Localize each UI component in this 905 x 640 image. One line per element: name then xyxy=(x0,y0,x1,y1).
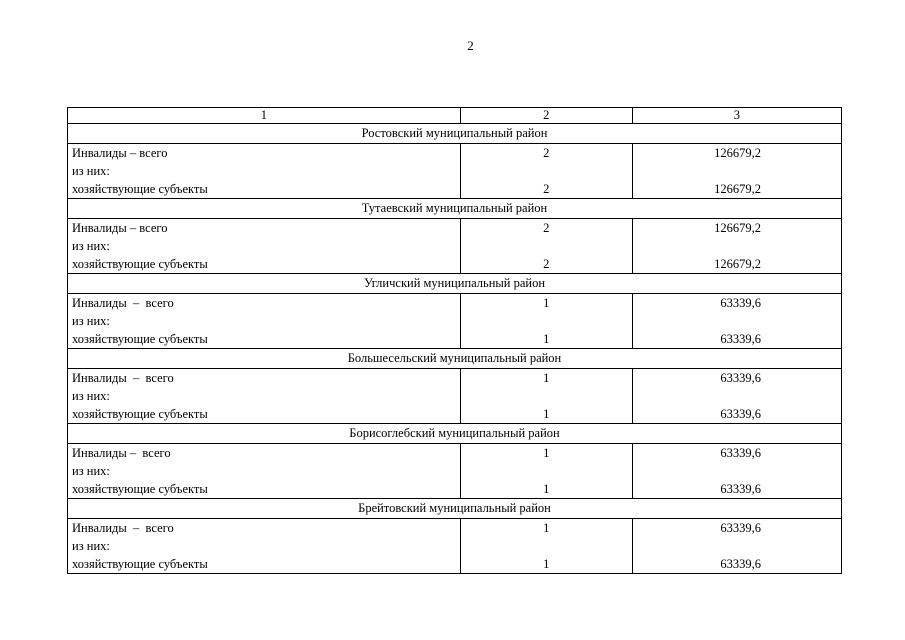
region-title: Угличский муниципальный район xyxy=(68,274,842,294)
table-row xyxy=(68,444,842,499)
label-subjects: хозяйствующие субъекты xyxy=(72,332,208,346)
sum-cell xyxy=(632,444,841,499)
region-row xyxy=(68,124,842,144)
label-subjects: хозяйствующие субъекты xyxy=(72,482,208,496)
label-total: Инвалиды – всего xyxy=(72,221,168,235)
region-title: Ростовский муниципальный район xyxy=(68,124,842,144)
row-labels xyxy=(68,369,461,424)
label-total: Инвалиды – всего xyxy=(72,371,174,385)
sum-cell xyxy=(632,519,841,574)
label-subjects: хозяйствующие субъекты xyxy=(72,182,208,196)
label-subjects: хозяйствующие субъекты xyxy=(72,257,208,271)
row-labels xyxy=(68,519,461,574)
total-count: 1 xyxy=(543,446,550,460)
page-number: 2 xyxy=(467,38,474,53)
count-cell xyxy=(460,444,632,499)
data-table xyxy=(67,107,842,574)
subjects-sum: 126679,2 xyxy=(714,257,761,271)
sum-cell xyxy=(632,219,841,274)
label-of-them: из них: xyxy=(72,464,110,478)
subjects-sum: 63339,6 xyxy=(720,557,761,571)
table-header-row xyxy=(68,108,842,124)
count-cell xyxy=(460,219,632,274)
count-cell xyxy=(460,144,632,199)
subjects-count: 2 xyxy=(543,182,550,196)
subjects-sum: 63339,6 xyxy=(720,482,761,496)
subjects-count: 1 xyxy=(543,557,550,571)
subjects-count: 2 xyxy=(543,257,550,271)
subjects-count: 1 xyxy=(543,407,550,421)
label-of-them: из них: xyxy=(72,389,110,403)
count-cell xyxy=(460,519,632,574)
count-cell xyxy=(460,294,632,349)
count-cell xyxy=(460,369,632,424)
total-sum: 63339,6 xyxy=(720,296,761,310)
total-count: 1 xyxy=(543,296,550,310)
subjects-sum: 63339,6 xyxy=(720,332,761,346)
region-row xyxy=(68,199,842,219)
row-labels xyxy=(68,144,461,199)
header-cell-2: 2 xyxy=(460,108,632,124)
total-count: 2 xyxy=(543,146,550,160)
sum-cell xyxy=(632,369,841,424)
sum-cell xyxy=(632,144,841,199)
subjects-count: 1 xyxy=(543,332,550,346)
label-of-them: из них: xyxy=(72,239,110,253)
region-title: Большесельский муниципальный район xyxy=(68,349,842,369)
table-row xyxy=(68,369,842,424)
label-subjects: хозяйствующие субъекты xyxy=(72,407,208,421)
total-sum: 63339,6 xyxy=(720,521,761,535)
total-sum: 63339,6 xyxy=(720,446,761,460)
row-labels xyxy=(68,294,461,349)
sum-cell xyxy=(632,294,841,349)
table-row xyxy=(68,144,842,199)
total-sum: 126679,2 xyxy=(714,146,761,160)
total-sum: 126679,2 xyxy=(714,221,761,235)
region-row xyxy=(68,424,842,444)
subjects-sum: 126679,2 xyxy=(714,182,761,196)
header-cell-3: 3 xyxy=(632,108,841,124)
label-of-them: из них: xyxy=(72,539,110,553)
row-labels xyxy=(68,444,461,499)
table-row xyxy=(68,219,842,274)
label-subjects: хозяйствующие субъекты xyxy=(72,557,208,571)
label-total: Инвалиды – всего xyxy=(72,146,168,160)
table-row xyxy=(68,519,842,574)
header-cell-1: 1 xyxy=(68,108,461,124)
region-row xyxy=(68,499,842,519)
subjects-sum: 63339,6 xyxy=(720,407,761,421)
region-row xyxy=(68,274,842,294)
total-count: 2 xyxy=(543,221,550,235)
region-row xyxy=(68,349,842,369)
subjects-count: 1 xyxy=(543,482,550,496)
label-total: Инвалиды – всего xyxy=(72,296,174,310)
total-count: 1 xyxy=(543,521,550,535)
row-labels xyxy=(68,219,461,274)
label-of-them: из них: xyxy=(72,164,110,178)
label-total: Инвалиды – всего xyxy=(72,446,171,460)
label-total: Инвалиды – всего xyxy=(72,521,174,535)
total-sum: 63339,6 xyxy=(720,371,761,385)
label-of-them: из них: xyxy=(72,314,110,328)
region-title: Борисоглебский муниципальный район xyxy=(68,424,842,444)
region-title: Тутаевский муниципальный район xyxy=(68,199,842,219)
region-title: Брейтовский муниципальный район xyxy=(68,499,842,519)
total-count: 1 xyxy=(543,371,550,385)
table-row xyxy=(68,294,842,349)
